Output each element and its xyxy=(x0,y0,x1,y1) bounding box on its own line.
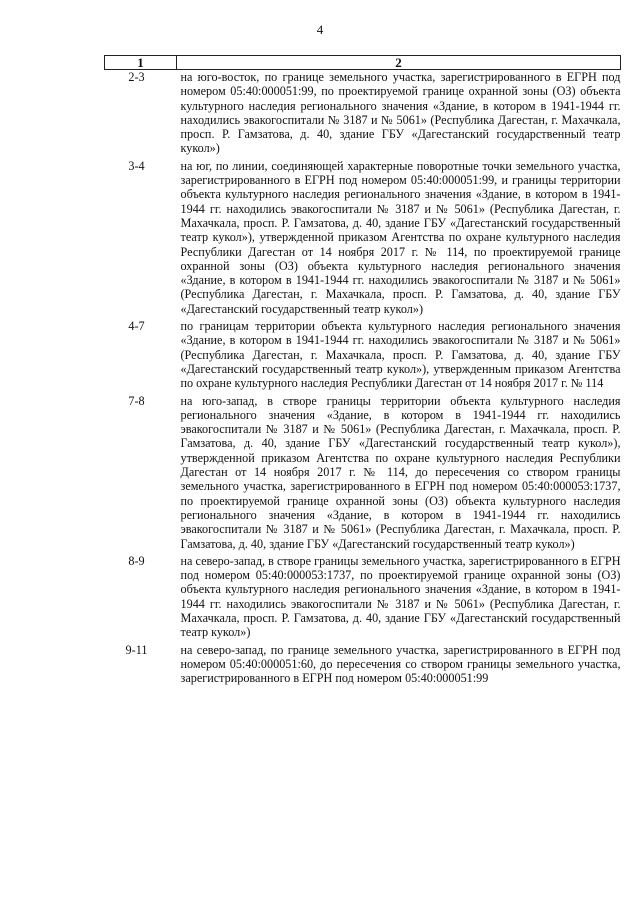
table-row xyxy=(105,554,621,643)
page-number: 4 xyxy=(316,22,324,37)
segment-label: 4-7 xyxy=(128,319,145,334)
table-row xyxy=(105,394,621,554)
table-row xyxy=(105,319,621,393)
table-row xyxy=(105,70,621,159)
segment-description: на юг, по линии, соединяющей характерные поворотные точки земельного участка, зарегистрированного в ЕГРН под номером 05:40:000051:99, и границы территории объекта культурного наследия регионального значения «Здание, в котором в 1941-1944 гг. находились эвакогоспитали № 3187 и № 5061» (Республика Дагестан, г. Махачкала, просп. Р. Гамзатова, д. 40, здание ГБУ «Дагестанский государственный театр кукол»), утвержденной приказом Агентства по охране культурного наследия Республики Дагестан от 14 ноября 2017 г. № 114, по проектируемой границе охранной зоны (ОЗ) объекта культурного наследия регионального значения «Здание, в котором в 1941-1944 гг. находились эвакогоспитали № 3187 и № 5061» (Республика Дагестан, г. Махачкала, просп. Р. Гамзатова, д. 40, здание ГБУ «Дагестанский государственный театр кукол») xyxy=(180,158,621,316)
segment-description: на северо-запад, по границе земельного участка, зарегистрированного в ЕГРН под номером 05:40:000051:60, до пересечения со створом границы земельного участка, зарегистрированного в ЕГРН под номером 05:40:000051:99 xyxy=(180,642,621,686)
segment-description: по границам территории объекта культурного наследия регионального значения «Здание, в котором в 1941-1944 гг. находились эвакогоспитали № 3187 и № 5061» (Республика Дагестан, г. Махачкала, просп. Р. Гамзатова, д. 40, здание ГБУ «Дагестанский государственный театр кукол»), утвержденным приказом Агентства по охране культурного наследия Республики Дагестан от 14 ноября 2017 г. № 114 xyxy=(180,319,621,391)
segment-description: на юго-восток, по границе земельного участка, зарегистрированного в ЕГРН под номером 05:40:000051:99, по проектируемой границе охранной зоны (ОЗ) объекта культурного наследия регионального значения «Здание, в котором в 1941-1944 гг. находились эвакогоспитали № 3187 и № 5061» (Республика Дагестан, г. Махачкала, просп. Р. Гамзатова, д. 40, здание ГБУ «Дагестанский государственный театр кукол») xyxy=(180,70,621,156)
segment-label: 8-9 xyxy=(128,553,145,568)
column-header-segment: 1 xyxy=(105,56,177,70)
segment-label: 9-11 xyxy=(125,642,148,657)
segment-label: 3-4 xyxy=(128,158,145,173)
segment-description: на северо-запад, в створе границы земельного участка, зарегистрированного в ЕГРН под номером 05:40:000053:1737, по проектируемой границе охранной зоны (ОЗ) объекта культурного наследия регионального значения «Здание, в котором в 1941-1944 гг. находились эвакогоспитали № 3187 и № 5061» (Республика Дагестан, г. Махачкала, просп. Р. Гамзатова, д. 40, здание ГБУ «Дагестанский государственный театр кукол») xyxy=(180,553,621,640)
segment-label: 7-8 xyxy=(128,393,145,408)
table-row xyxy=(105,159,621,319)
segment-label: 2-3 xyxy=(128,70,145,84)
segment-description: на юго-запад, в створе границы территории объекта культурного наследия регионального значения «Здание, в котором в 1941-1944 гг. находились эвакогоспитали № 3187 и № 5061» (Республика Дагестан, г. Махачкала, просп. Р. Гамзатова, д. 40, здание ГБУ «Дагестанский государственный театр кукол»), утвержденной приказом Агентства по охране культурного наследия Республики Дагестан от 14 ноября 2017 г. № 114, до пересечения со створом границы земельного участка, зарегистрированного в ЕГРН под номером 05:40:000053:1737, по проектируемой границе охранной зоны (ОЗ) объекта культурного наследия регионального значения «Здание, в котором в 1941-1944 гг. находились эвакогоспитали № 3187 и № 5061» (Республика Дагестан, г. Махачкала, просп. Р. Гамзатова, д. 40, здание ГБУ «Дагестанский государственный театр кукол») xyxy=(180,393,621,551)
column-header-description: 2 xyxy=(177,56,621,70)
boundary-description-table xyxy=(104,55,621,688)
table-row xyxy=(105,643,621,689)
table-header-row xyxy=(105,56,621,70)
